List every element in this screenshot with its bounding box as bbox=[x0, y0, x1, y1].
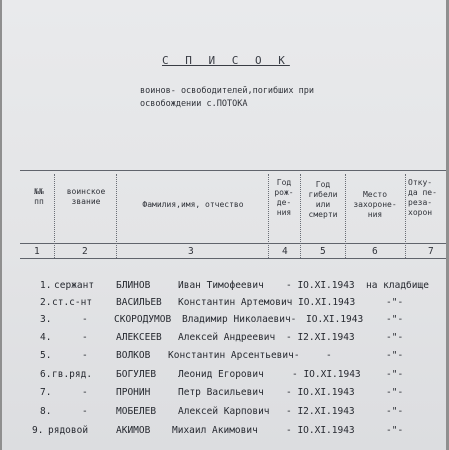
row-death-year: - IO.XI.1943 bbox=[292, 369, 361, 380]
row-rank: ст.с-нт bbox=[52, 297, 93, 308]
row-burial-place: -"- bbox=[386, 406, 404, 417]
column-number: 6 bbox=[372, 246, 378, 257]
row-number: 9. bbox=[32, 425, 44, 436]
table-header-rule bbox=[20, 243, 446, 244]
header-number: №№ пп bbox=[34, 187, 44, 206]
row-number: 7. bbox=[40, 387, 52, 398]
row-given-name: Алексей Андреевич bbox=[178, 332, 276, 343]
row-number: 3. bbox=[40, 314, 52, 325]
column-number: 4 bbox=[282, 246, 288, 257]
row-burial-place: -"- bbox=[386, 350, 404, 361]
header-burial-place: Место захороне- ния bbox=[353, 190, 397, 219]
row-death-year: - bbox=[326, 350, 332, 361]
row-death-year: IO.XI.1943 bbox=[298, 297, 356, 308]
document-subtitle-line1: воинов- освободителей,погибших при bbox=[140, 86, 314, 96]
header-birth-year: Год рож- де- ния bbox=[274, 178, 294, 217]
row-surname: АЛЕКСЕЕВ bbox=[116, 332, 162, 343]
header-death-year: Год гибели или смерти bbox=[308, 180, 338, 219]
column-number: 7 bbox=[428, 246, 434, 257]
column-separator bbox=[300, 174, 301, 258]
column-separator bbox=[268, 174, 269, 258]
row-number: 6. bbox=[40, 369, 52, 380]
row-surname: АКИМОВ bbox=[116, 425, 151, 436]
row-surname: ВАСИЛЬЕВ bbox=[116, 297, 162, 308]
table-numbers-rule bbox=[20, 258, 446, 259]
row-death-year: - IO.XI.1943 bbox=[286, 280, 355, 291]
row-given-name: Константин Артемович bbox=[178, 297, 293, 308]
column-separator bbox=[54, 174, 55, 258]
row-number: 4. bbox=[40, 332, 52, 343]
row-burial-place: -"- bbox=[386, 425, 404, 436]
header-reburied-from: Отку- да пе- реза- хорон bbox=[408, 178, 437, 217]
row-death-year: - IO.XI.1943 bbox=[286, 387, 355, 398]
column-separator bbox=[405, 174, 406, 258]
row-number: 2. bbox=[40, 297, 52, 308]
row-given-name: Константин Арсентьевич- bbox=[168, 350, 300, 361]
row-number: 1. bbox=[40, 280, 52, 291]
header-rank: воинское звание bbox=[66, 187, 106, 206]
row-burial-place: -"- bbox=[386, 387, 404, 398]
row-rank: - bbox=[82, 350, 88, 361]
row-surname: МОБЕЛЕВ bbox=[116, 406, 157, 417]
row-number: 5. bbox=[40, 350, 52, 361]
row-rank: сержант bbox=[54, 280, 95, 291]
row-given-name: Иван Тимофеевич bbox=[178, 280, 264, 291]
row-burial-place: на кладбище bbox=[366, 280, 429, 291]
column-separator bbox=[116, 174, 117, 258]
row-death-year: - IO.XI.1943 bbox=[286, 425, 355, 436]
column-number: 5 bbox=[320, 246, 326, 257]
document-page bbox=[2, 0, 446, 450]
row-burial-place: -"- bbox=[386, 297, 404, 308]
row-given-name: Леонид Егорович bbox=[178, 369, 264, 380]
row-death-year: - I2.XI.1943 bbox=[286, 406, 355, 417]
column-number: 1 bbox=[34, 246, 40, 257]
row-rank: - bbox=[82, 332, 88, 343]
row-given-name: Алексей Карпович bbox=[178, 406, 270, 417]
row-given-name: Петр Васильевич bbox=[178, 387, 264, 398]
row-number: 8. bbox=[40, 406, 52, 417]
row-surname: БЛИНОВ bbox=[116, 280, 151, 291]
column-number: 2 bbox=[82, 246, 88, 257]
row-death-year: - I2.XI.1943 bbox=[286, 332, 355, 343]
row-given-name: Владимир Николаевич- bbox=[182, 314, 297, 325]
row-surname: БОГУЛЕВ bbox=[116, 369, 157, 380]
document-subtitle-line2: освобождении с.ПОТОКА bbox=[140, 99, 248, 109]
row-surname: ВОЛКОВ bbox=[116, 350, 151, 361]
row-death-year: IO.XI.1943 bbox=[306, 314, 364, 325]
row-rank: - bbox=[82, 406, 88, 417]
column-separator bbox=[345, 174, 346, 258]
column-number: 3 bbox=[188, 246, 194, 257]
row-surname: СКОРОДУМОВ bbox=[114, 314, 172, 325]
row-burial-place: -"- bbox=[386, 332, 404, 343]
table-top-rule bbox=[20, 170, 446, 171]
row-rank: - bbox=[82, 314, 88, 325]
row-rank: рядовой bbox=[48, 425, 89, 436]
row-burial-place: -"- bbox=[386, 369, 404, 380]
row-given-name: Михаил Акимович bbox=[172, 425, 258, 436]
header-full-name: Фамилия,имя, отчество bbox=[142, 200, 244, 209]
row-burial-place: -"- bbox=[386, 314, 404, 325]
row-surname: ПРОНИН bbox=[116, 387, 151, 398]
row-rank: - bbox=[82, 387, 88, 398]
document-title: С П И С О К bbox=[162, 54, 290, 67]
row-rank: гв.ряд. bbox=[52, 369, 93, 380]
